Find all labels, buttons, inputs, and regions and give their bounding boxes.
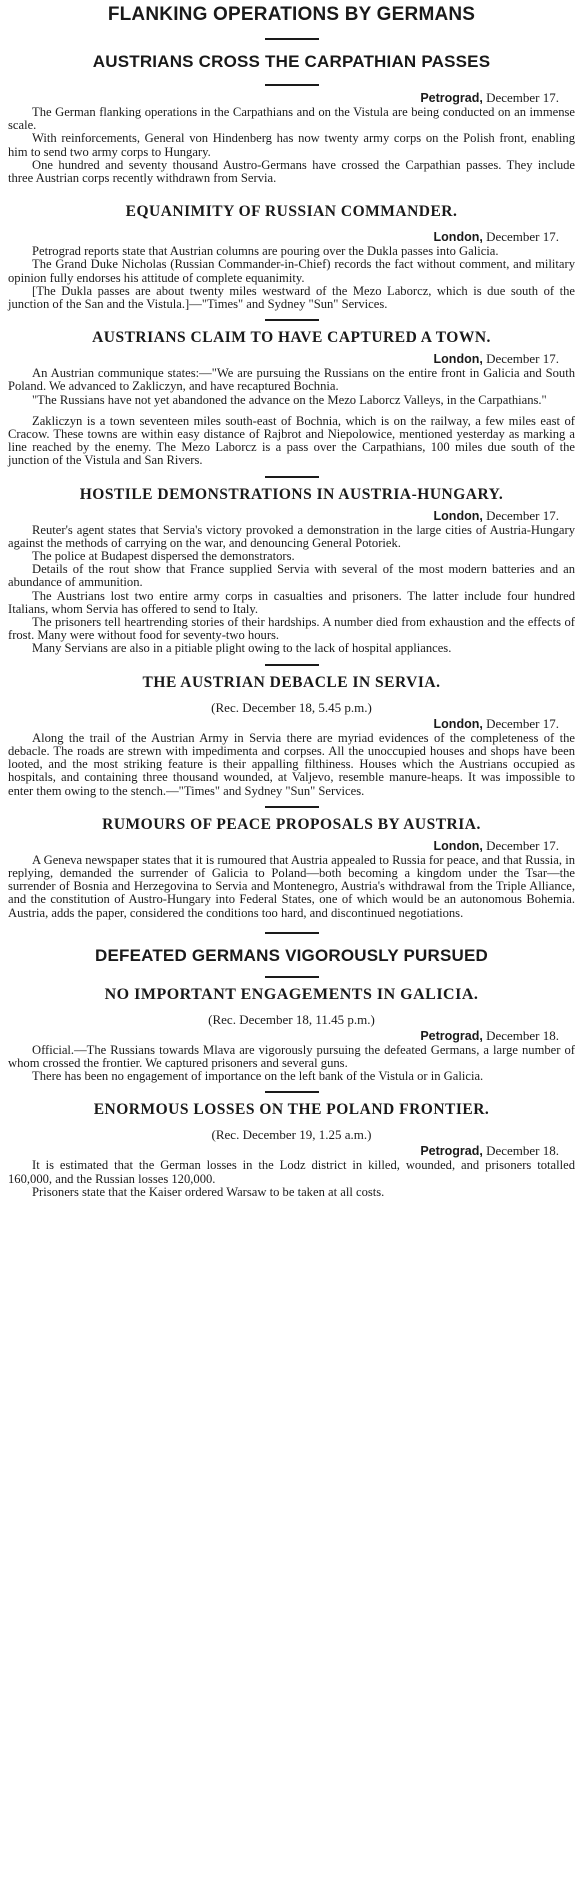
dateline xyxy=(8,351,575,367)
section-title: AUSTRIANS CLAIM TO HAVE CAPTURED A TOWN. xyxy=(92,329,491,347)
dateline-place: Petrograd, xyxy=(420,1144,483,1159)
section-title: AUSTRIANS CROSS THE CARPATHIAN PASSES xyxy=(92,52,491,71)
dateline-place: London, xyxy=(433,508,483,523)
section-title: RUMOURS OF PEACE PROPOSALS BY AUSTRIA. xyxy=(102,815,481,833)
dateline xyxy=(8,229,575,245)
dateline xyxy=(8,90,575,106)
section-title: ENORMOUS LOSSES ON THE POLAND FRONTIER. xyxy=(93,1101,490,1119)
dateline-date: December 17. xyxy=(486,715,559,731)
dateline xyxy=(8,838,575,854)
dateline-date: December 18. xyxy=(486,1027,559,1043)
paragraph: Reuter's agent states that Servia's victory provoked a demonstration in the large cities of Austria-Hungary against the methods of carrying on the war, and denouncing General Potoriek. xyxy=(8,522,575,550)
dateline-place: London, xyxy=(433,716,483,731)
section-title: EQUANIMITY OF RUSSIAN COMMANDER. xyxy=(125,203,458,221)
dateline-place: London, xyxy=(433,352,483,367)
paragraph: Many Servians are also in a pitiable plight owing to the lack of hospital appliances. xyxy=(32,641,452,656)
paragraph: It is estimated that the German losses in the Lodz district in killed, wounded, and prisoners totalled 160,000, and the Russian losses 120,000. xyxy=(8,1158,575,1186)
section-title: NO IMPORTANT ENGAGEMENTS IN GALICIA. xyxy=(104,985,479,1003)
received-note: (Rec. December 18, 5.45 p.m.) xyxy=(211,699,372,715)
dateline xyxy=(8,508,575,524)
dateline xyxy=(8,1028,575,1044)
paragraph: Details of the rout show that France supplied Servia with several of the most modern batteries and an abundance of ammunition. xyxy=(8,562,575,590)
paragraph: The German flanking operations in the Carpathians and on the Vistula are being conducted on an immense scale. xyxy=(8,105,575,133)
second-headline: DEFEATED GERMANS VIGOROUSLY PURSUED xyxy=(94,945,489,965)
paragraph: Zakliczyn is a town seventeen miles south-east of Bochnia, which is on the railway, a few miles east of Cracow. These towns are within easy distance of Rajbrot and Niepolowice, mentioned yesterday as marking a line reached by the enemy. The Mezo Laborcz is a pass over the Carpathians, 100 miles due south of the junction of the Vistula and San Rivers. xyxy=(8,413,575,468)
paragraph: There has been no engagement of importance on the left bank of the Vistula or in Galicia. xyxy=(32,1069,484,1084)
paragraph: An Austrian communique states:—"We are pursuing the Russians on the entire front in Galicia and South Poland. We advanced to Zakliczyn, and have recaptured Bochnia. xyxy=(8,366,575,394)
paragraph: [The Dukla passes are about twenty miles westward of the Mezo Laborcz, which is due south of the junction of the San and the Vistula.]—"Times" and Sydney "Sun" Services. xyxy=(8,283,575,312)
dateline-date: December 17. xyxy=(486,90,559,105)
paragraph: One hundred and seventy thousand Austro-Germans have crossed the Carpathian passes. They include three Austrian corps recently withdrawn from Servia. xyxy=(8,157,575,186)
received-note: (Rec. December 18, 11.45 p.m.) xyxy=(208,1011,375,1027)
dateline-place: Petrograd, xyxy=(420,1028,483,1043)
section-title: HOSTILE DEMONSTRATIONS IN AUSTRIA-HUNGARY. xyxy=(79,485,504,503)
dateline-date: December 17. xyxy=(486,507,559,523)
section-title: THE AUSTRIAN DEBACLE IN SERVIA. xyxy=(142,673,441,691)
paragraph: Official.—The Russians towards Mlava are vigorously pursuing the defeated Germans, a large number of whom crossed the frontier. We captured prisoners and several guns. xyxy=(8,1042,575,1070)
paragraph: Prisoners state that the Kaiser ordered Warsaw to be taken at all costs. xyxy=(32,1184,385,1199)
paragraph: "The Russians have not yet abandoned the advance on the Mezo Laborcz Valleys, in the Carpathians." xyxy=(32,392,547,407)
dateline-place: Petrograd, xyxy=(420,91,483,105)
paragraph: The Grand Duke Nicholas (Russian Commander-in-Chief) records the fact without comment, and military opinion fully endorses his attitude of complete equanimity. xyxy=(8,257,575,285)
paragraph: With reinforcements, General von Hindenberg has now twenty army corps on the Polish front, enabling him to send two army corps to Hungary. xyxy=(8,131,575,159)
dateline-date: December 17. xyxy=(486,351,559,367)
dateline-date: December 18. xyxy=(486,1143,559,1159)
paragraph: A Geneva newspaper states that it is rumoured that Austria appealed to Russia for peace, and that Russia, in replying, demanded the surrender of Galicia to Poland—both becoming a kingdom under the Tsar—the surrender of Bosnia and Herzegovina to Servia and Montenegro, Austria's withdrawal from the Triple Alliance, and the constitution of Austro-Hungary into Federal States, one of which would be an autonomous Bohemia. Austria, adds the paper, considered the conditions too hard, and discontinued negotiations. xyxy=(8,852,575,920)
print-smudge xyxy=(8,966,575,976)
received-note: (Rec. December 19, 1.25 a.m.) xyxy=(211,1127,372,1143)
paragraph: The Austrians lost two entire army corps in casualties and prisoners. The latter include four hundred Italians, whom Servia has offered to send to Italy. xyxy=(8,588,575,616)
dateline xyxy=(8,716,575,732)
dateline xyxy=(8,1143,575,1159)
dateline-date: December 17. xyxy=(486,229,559,245)
main-headline: FLANKING OPERATIONS BY GERMANS xyxy=(107,4,476,25)
dateline-place: London, xyxy=(433,838,483,853)
dateline-date: December 17. xyxy=(486,837,559,853)
paragraph: Petrograd reports state that Austrian columns are pouring over the Dukla passes into Galicia. xyxy=(32,244,499,259)
paragraph: The prisoners tell heartrending stories of their hardships. A number died from exhaustion and the effects of frost. Many were without food for seventy-two hours. xyxy=(8,615,575,643)
paragraph: The police at Budapest dispersed the demonstrators. xyxy=(32,549,295,564)
dateline-place: London, xyxy=(433,230,483,245)
paragraph: Along the trail of the Austrian Army in Servia there are myriad evidences of the completeness of the debacle. The roads are strewn with impedimenta and corpses. All the unoccupied houses and shops have been looted, and the most striking feature is their appalling filthiness. Houses which the Austrians occupied as hospitals, and containing three thousand wounded, at Valjevo, resemble manure-heaps. It was impossible to enter them owing to the stench.—"Times" and Sydney "Sun" Services. xyxy=(8,730,575,798)
